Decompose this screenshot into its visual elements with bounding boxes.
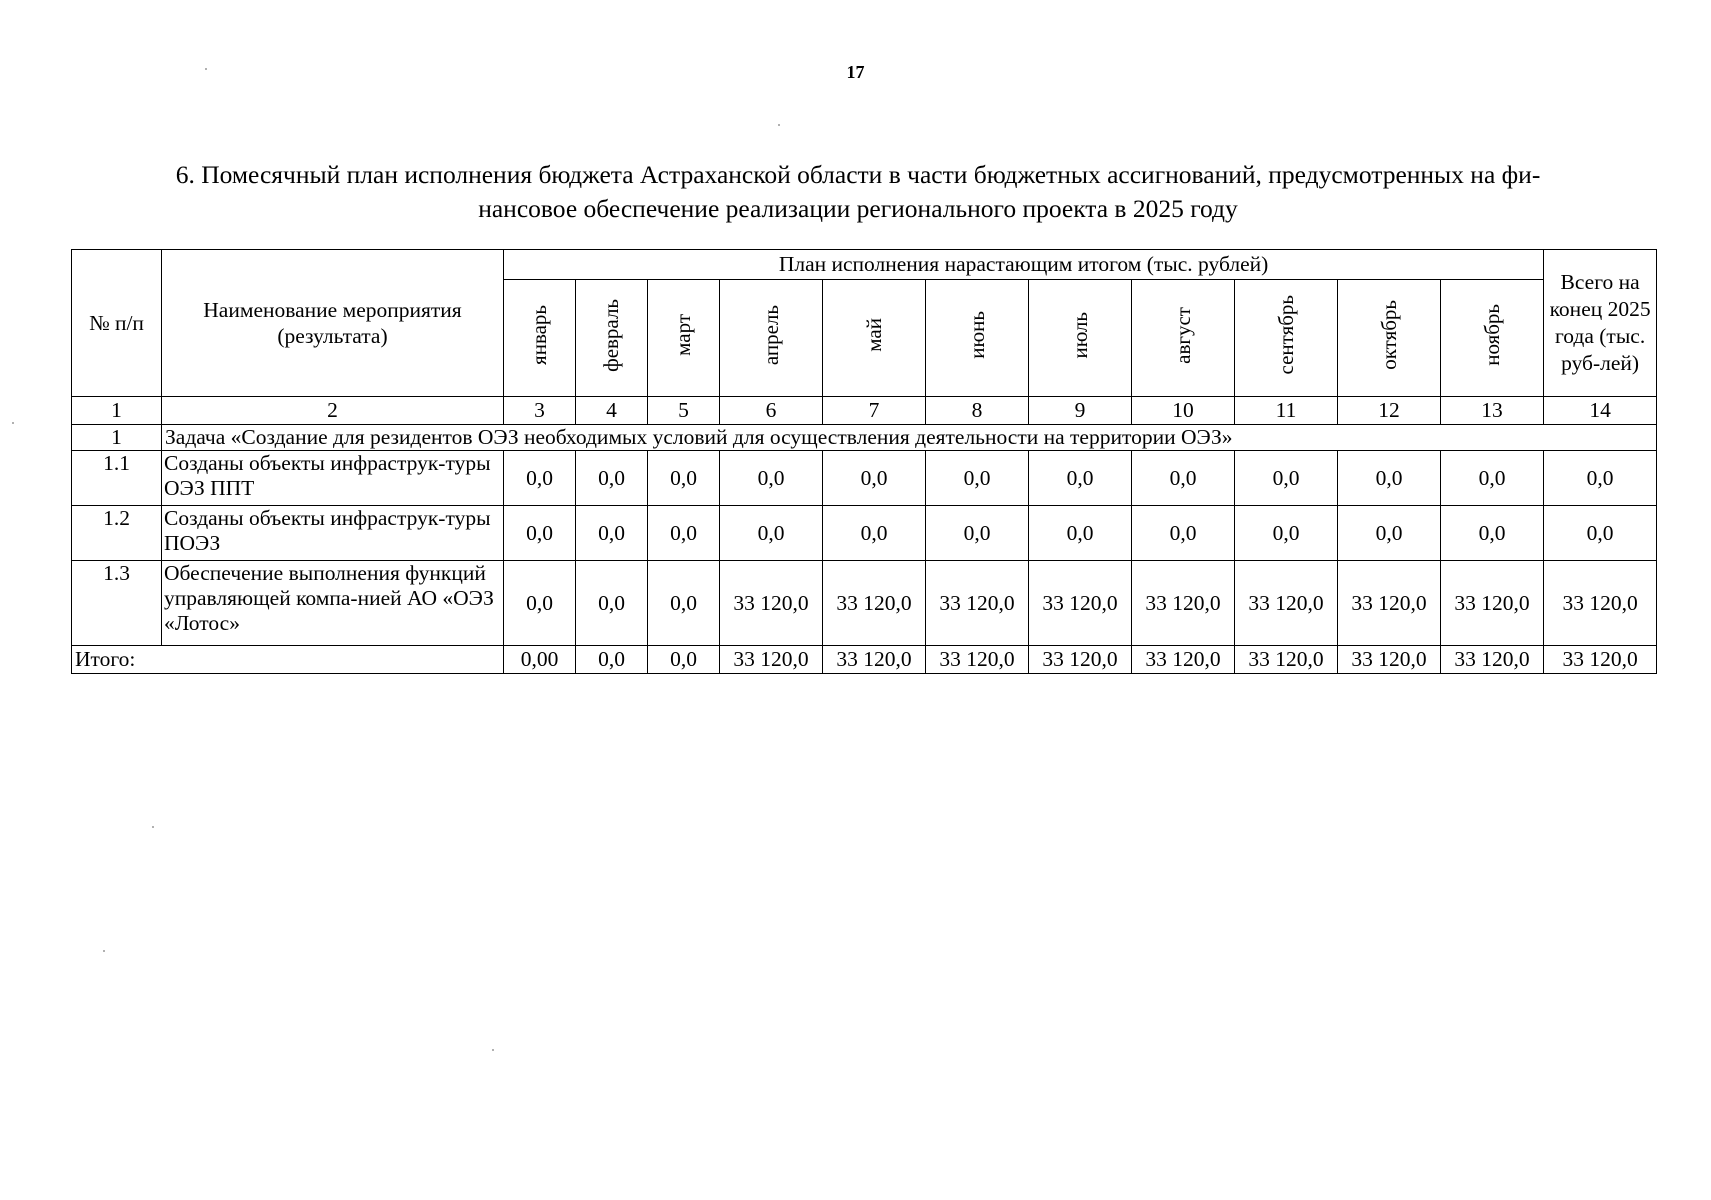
row-total: 33 120,0 — [1544, 561, 1657, 646]
month-header — [648, 280, 720, 397]
value-cell: 33 120,0 — [1132, 561, 1235, 646]
scan-speck — [103, 950, 105, 952]
table-row — [72, 451, 1657, 506]
column-number: 3 — [504, 397, 576, 425]
month-header — [1441, 280, 1544, 397]
month-header — [1235, 280, 1338, 397]
column-number: 6 — [720, 397, 823, 425]
value-cell: 0,0 — [720, 506, 823, 561]
value-cell: 0,0 — [1132, 506, 1235, 561]
value-cell: 33 120,0 — [823, 561, 926, 646]
value-cell: 0,0 — [1338, 451, 1441, 506]
page-number: 17 — [846, 62, 865, 82]
header-name: Наименование мероприятия (результата) — [162, 250, 504, 397]
total-value-cell: 33 120,0 — [926, 646, 1029, 674]
value-cell: 0,0 — [648, 451, 720, 506]
value-cell: 0,0 — [504, 561, 576, 646]
value-cell: 33 120,0 — [1338, 561, 1441, 646]
column-number: 7 — [823, 397, 926, 425]
month-header — [576, 280, 648, 397]
column-number: 13 — [1441, 397, 1544, 425]
month-label: октябрь — [1376, 300, 1401, 370]
header-plan-group: План исполнения нарастающим итогом (тыс. рублей) — [504, 250, 1544, 280]
heading-line-2: нансовое обеспечение реализации регионального проекта в 2025 году — [478, 194, 1238, 223]
value-cell: 0,0 — [648, 506, 720, 561]
column-number: 9 — [1029, 397, 1132, 425]
value-cell: 0,0 — [648, 561, 720, 646]
value-cell: 0,0 — [720, 451, 823, 506]
value-cell: 0,0 — [1441, 506, 1544, 561]
month-label: сентябрь — [1273, 295, 1298, 375]
column-number: 1 — [72, 397, 162, 425]
value-cell: 0,0 — [1132, 451, 1235, 506]
header-num: № п/п — [72, 250, 162, 397]
month-label: ноябрь — [1479, 304, 1504, 366]
month-label: май — [861, 318, 886, 352]
total-value-cell: 33 120,0 — [1235, 646, 1338, 674]
table-row — [72, 506, 1657, 561]
grand-total: 33 120,0 — [1544, 646, 1657, 674]
total-value-cell: 33 120,0 — [720, 646, 823, 674]
value-cell: 33 120,0 — [1441, 561, 1544, 646]
total-value-cell: 0,0 — [648, 646, 720, 674]
value-cell: 0,0 — [504, 506, 576, 561]
scan-speck — [492, 1049, 494, 1051]
total-row — [72, 646, 1657, 674]
value-cell: 0,0 — [1029, 506, 1132, 561]
total-label: Итого: — [72, 646, 504, 674]
value-cell: 0,0 — [1338, 506, 1441, 561]
total-value-cell: 33 120,0 — [1132, 646, 1235, 674]
row-total: 0,0 — [1544, 451, 1657, 506]
value-cell: 33 120,0 — [1029, 561, 1132, 646]
scan-speck — [778, 124, 780, 126]
column-number: 2 — [162, 397, 504, 425]
total-value-cell: 33 120,0 — [823, 646, 926, 674]
column-number: 14 — [1544, 397, 1657, 425]
value-cell: 0,0 — [1441, 451, 1544, 506]
value-cell: 0,0 — [576, 561, 648, 646]
row-name: Обеспечение выполнения функций управляющей компа-нией АО «ОЭЗ «Лотос» — [162, 561, 504, 646]
scan-speck — [12, 422, 14, 424]
month-label: июнь — [964, 311, 989, 359]
column-number: 10 — [1132, 397, 1235, 425]
month-label: январь — [527, 305, 551, 365]
budget-plan-table-container — [71, 249, 1657, 674]
row-total: 0,0 — [1544, 506, 1657, 561]
scan-speck — [205, 68, 207, 70]
month-header — [720, 280, 823, 397]
value-cell: 0,0 — [1029, 451, 1132, 506]
value-cell: 0,0 — [504, 451, 576, 506]
row-name: Созданы объекты инфраструк-туры ОЭЗ ППТ — [162, 451, 504, 506]
row-num: 1.1 — [72, 451, 162, 506]
total-value-cell: 33 120,0 — [1029, 646, 1132, 674]
heading-line-1: 6. Помесячный план исполнения бюджета Астраханской области в части бюджетных ассигнований, предусмотренных на фи- — [175, 160, 1541, 189]
row-name: Созданы объекты инфраструк-туры ПОЭЗ — [162, 506, 504, 561]
month-header — [1132, 280, 1235, 397]
table-row — [72, 561, 1657, 646]
total-value-cell: 33 120,0 — [1441, 646, 1544, 674]
value-cell: 0,0 — [823, 506, 926, 561]
month-label: февраль — [599, 298, 623, 372]
scan-speck — [152, 826, 154, 828]
section-heading — [78, 158, 1638, 226]
column-numbers-row — [72, 397, 1657, 425]
column-number: 5 — [648, 397, 720, 425]
month-header — [1029, 280, 1132, 397]
task-row — [72, 425, 1657, 451]
task-text: Задача «Создание для резидентов ОЭЗ необходимых условий для осуществления деятельности на территории ОЭЗ» — [162, 425, 1657, 451]
value-cell: 0,0 — [1235, 451, 1338, 506]
header-total: Всего на конец 2025 года (тыс. руб-лей) — [1544, 250, 1657, 397]
total-value-cell: 0,00 — [504, 646, 576, 674]
value-cell: 0,0 — [1235, 506, 1338, 561]
month-header — [823, 280, 926, 397]
month-label: апрель — [758, 304, 783, 366]
total-value-cell: 0,0 — [576, 646, 648, 674]
total-value-cell: 33 120,0 — [1338, 646, 1441, 674]
value-cell: 0,0 — [926, 506, 1029, 561]
month-label: июль — [1067, 311, 1092, 359]
value-cell: 33 120,0 — [720, 561, 823, 646]
column-number: 8 — [926, 397, 1029, 425]
value-cell: 0,0 — [576, 506, 648, 561]
value-cell: 33 120,0 — [1235, 561, 1338, 646]
column-number: 4 — [576, 397, 648, 425]
header-row-1 — [72, 250, 1657, 280]
row-num: 1.2 — [72, 506, 162, 561]
column-number: 11 — [1235, 397, 1338, 425]
task-num: 1 — [72, 425, 162, 451]
budget-plan-table — [71, 249, 1657, 674]
month-header — [1338, 280, 1441, 397]
month-header — [926, 280, 1029, 397]
column-number: 12 — [1338, 397, 1441, 425]
value-cell: 33 120,0 — [926, 561, 1029, 646]
month-label: март — [671, 314, 695, 356]
value-cell: 0,0 — [926, 451, 1029, 506]
month-label: август — [1170, 306, 1195, 364]
row-num: 1.3 — [72, 561, 162, 646]
month-header — [504, 280, 576, 397]
value-cell: 0,0 — [823, 451, 926, 506]
value-cell: 0,0 — [576, 451, 648, 506]
